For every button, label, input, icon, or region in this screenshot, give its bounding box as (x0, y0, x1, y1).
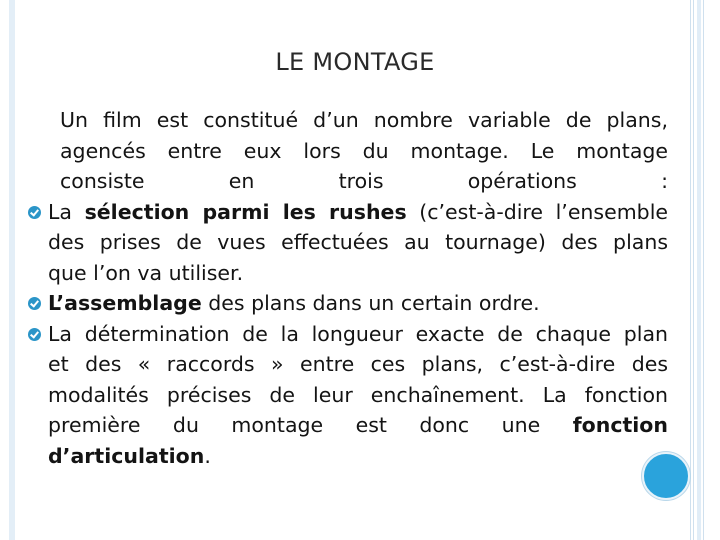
intro-paragraph (28, 105, 668, 197)
slide-body (28, 105, 668, 471)
bullet-line (48, 197, 668, 228)
bullet-list (28, 197, 668, 472)
bullet-line (48, 258, 668, 289)
right-decorative-rule (690, 0, 691, 540)
decorative-circle (642, 452, 690, 500)
text-run: des prises de vues effectuées au tournage) des plans (48, 230, 668, 254)
right-decorative-rule (697, 0, 701, 540)
check-bullet-icon (28, 297, 41, 310)
bullet-line (48, 380, 668, 411)
text-run: . (204, 443, 211, 468)
check-bullet-icon (28, 328, 41, 341)
bullet-item (28, 197, 668, 289)
text-run: et des « raccords » entre ces plans, c’est-à-dire des (48, 352, 668, 376)
slide-title: LE MONTAGE (275, 48, 435, 76)
intro-line: agencés entre eux lors du montage. Le montage (60, 138, 668, 163)
text-run: que l’on va utiliser. (48, 260, 244, 285)
text-run: (c’est-à-dire l’ensemble (406, 199, 669, 224)
bullet-line (48, 288, 668, 319)
right-decorative-rule (703, 0, 704, 540)
text-run: première du montage est donc une (48, 413, 573, 437)
bullet-line (48, 349, 668, 380)
bold-text: fonction (572, 413, 668, 437)
bullet-line (48, 319, 668, 350)
bold-text: d’articulation (48, 443, 205, 468)
bullet-item (28, 319, 668, 472)
bullet-line (48, 410, 668, 441)
text-run: modalités précises de leur enchaînement. La fonction (48, 382, 668, 407)
bold-text: L’assemblage (48, 291, 202, 315)
right-decorative-rule (693, 0, 694, 540)
text-run: La (48, 199, 85, 224)
bold-text: sélection parmi les rushes (84, 199, 407, 224)
check-bullet-icon (28, 206, 41, 219)
text-run: des plans dans un certain ordre. (201, 291, 540, 315)
bullet-line (48, 227, 668, 258)
intro-line: Un film est constitué d’un nombre variable de plans, (60, 108, 668, 132)
bullet-item (28, 288, 668, 319)
text-run: La détermination de la longueur exacte de chaque plan (48, 321, 668, 346)
intro-line: consiste en trois opérations : (60, 169, 668, 193)
left-decorative-rule (9, 0, 15, 540)
bullet-line (48, 441, 668, 472)
